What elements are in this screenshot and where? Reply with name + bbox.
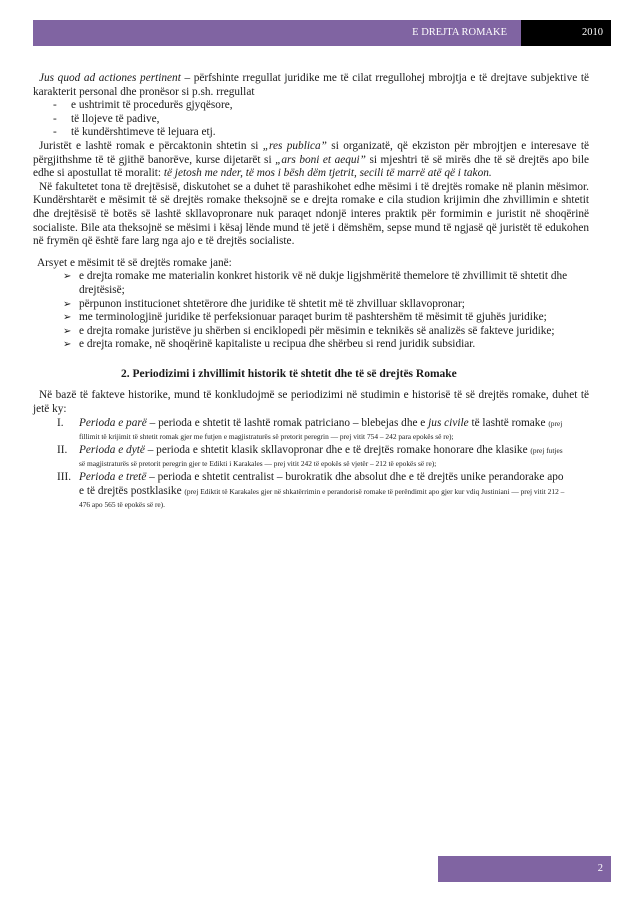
list-item-text: përpunon institucionet shtetërore dhe juridike të shtetit më të zhvilluar skllavopronar;: [79, 297, 465, 310]
p1-text-a: Juristët e lashtë romak e përcaktonin shtetin si: [39, 139, 263, 152]
list-item-text: e drejta romake juristëve ju shërben si enciklopedi për mësimin e teknikës së analizës së fakteve juridike;: [79, 324, 555, 337]
header-year: 2010: [521, 20, 611, 46]
period-dates: (prej fillimit të krijimit të shtetit romak gjer me futjen e magjistraturës së pretorit peregrin — prej vitit 754 – 242 para epokës sё re);: [79, 418, 563, 442]
intro-item: - të kundërshtimeve të lejuara etj.: [53, 126, 216, 139]
period-item: [33, 444, 589, 471]
intro-item-text: e ushtrimit të procedurës gjyqësore,: [71, 99, 233, 112]
intro-paragraph: [33, 72, 589, 99]
p1-term-res-publica: „res publica”: [262, 139, 327, 152]
list-item: [63, 325, 589, 339]
list-item: [63, 311, 589, 325]
list-item-text: e drejta romake me materialin konkret historik vë në dukje ligjshmëritë themelore të zhvillimit të shtetit dhe drejtësisë;: [79, 270, 568, 296]
p1-text-c: si organizatë, që ekziston për mbrojtjen e interesave të përgjithshme të të gjithë banorëve, kurse dijetarët si: [33, 139, 589, 166]
page-number: 2: [438, 856, 611, 882]
list-item-text: e drejta romake, në shoqërinë kapitaliste u recipua dhe shërbeu si rend juridik subsidiar.: [79, 338, 476, 351]
p1-text-e: si mjeshtri të së mirës dhe të së drejtës apo bile edhe si apostullat të moralit:: [33, 153, 589, 180]
period-dates: (prej Ediktit të Karakales gjer në shkatërrimin e perandorisë romake të perëndimit apo gjer kur vdiq Justiniani — prej vitit 212 – 476 apo 565 të epokës së re).: [79, 486, 565, 510]
list-item-text: me terminologjinë juridike të perfeksionuar paraqet burim të pashtershëm të mësimit të gjuhës juridike;: [79, 311, 547, 324]
header-title: E DREJTA ROMAKE: [33, 20, 521, 46]
period-text: – perioda e shtetit klasik skllavopronar dhe e të drejtës romake honorare dhe klasike: [144, 443, 531, 456]
arrow-bullet-icon: ➢: [63, 339, 72, 351]
list-item: [63, 270, 589, 297]
intro-item: - e ushtrimit të procedurës gjyqësore,: [53, 99, 233, 112]
paragraph-periodization: Në bazë të fakteve historike, mund të konkludojmë se periodizimi në studimin e historisë të së drejtës romake, duhet të jetë ky:: [33, 389, 589, 416]
list-item: [63, 338, 589, 352]
period-text: – perioda e shtetit centralist – burokratik dhe absolut dhe e të drejtës unike perandorake apo e të drejtës postklasike: [79, 471, 564, 497]
period-term: jus civile: [428, 416, 469, 429]
arrow-bullet-icon: ➢: [63, 325, 72, 337]
p1-maxim: të jetosh me nder, të mos i bësh dëm tjetrit, secili të marrë atë që i takon.: [163, 167, 492, 180]
period-item: [33, 471, 589, 512]
intro-item-text: të kundërshtimeve të lejuara etj.: [71, 126, 216, 139]
arrow-bullet-icon: ➢: [63, 271, 72, 283]
paragraph-res-publica: [33, 140, 589, 181]
period-name: Perioda e tretë: [79, 471, 147, 484]
arsyet-intro: Arsyet e mësimit të së drejtës romake janë:: [37, 256, 232, 269]
period-number: II.: [57, 443, 68, 456]
list-item: [63, 298, 589, 312]
arrow-bullet-icon: ➢: [63, 298, 72, 310]
period-item: [33, 417, 589, 444]
intro-item-text: të llojeve të padive,: [71, 112, 160, 125]
period-number: III.: [57, 471, 72, 484]
page-header: [33, 20, 611, 46]
document-body: [33, 72, 589, 512]
p1-term-ars-boni: „ars boni et aequi”: [275, 153, 366, 166]
period-name: Perioda e dytë: [79, 443, 145, 456]
period-name: Perioda e parë: [79, 416, 147, 429]
period-text: të lashtë romake: [468, 416, 549, 429]
intro-item: - të llojeve të padive,: [53, 112, 160, 125]
arrow-bullet-icon: ➢: [63, 312, 72, 324]
arsyet-list: [33, 270, 589, 352]
section-heading: 2. Periodizimi i zhvillimit historik të shtetit dhe të së drejtës Romake: [121, 367, 457, 380]
intro-term: Jus quod ad actiones pertinent: [39, 72, 181, 84]
intro-text: – përfshinte rregullat juridike me të cilat rregullohej mbrojtja e të drejtave subjektive të karakterit personal dhe pronësor si p.sh. rregullat: [33, 72, 589, 98]
period-text: – perioda e shtetit të lashtë romak patriciano – blebejas dhe e: [146, 416, 429, 429]
period-dates: (prej futjes së magjistraturës së pretorit peregrin gjer te Edikti i Karakales — prej vitit 242 të epokës së vjetër – 212 të epokës së re);: [79, 445, 563, 469]
paragraph-faculties: Në fakultetet tona të drejtësisë, diskutohet se a duhet të parashikohet edhe mësimi i të drejtës romake në planin mësimor. Kundërshtarët e mësimit të së drejtës romake theksojnë se e drejta romake e cila studion krijimin dhe zhvillimin e shtetit dhe drejtësisë të botës së lashtë skllavopronare nuk paraqet ndonjë interes praktik për formimin e juristit në shoqërinë socialiste. Bile ata theksojnë se mësimi i kësaj lënde mund të jetë i dëmshëm, sepse mund të ngjasë që juristët të edukohen në frymën që është fare larg nga ajo e të drejtës socialiste.: [33, 180, 589, 248]
period-number: I.: [57, 416, 64, 429]
